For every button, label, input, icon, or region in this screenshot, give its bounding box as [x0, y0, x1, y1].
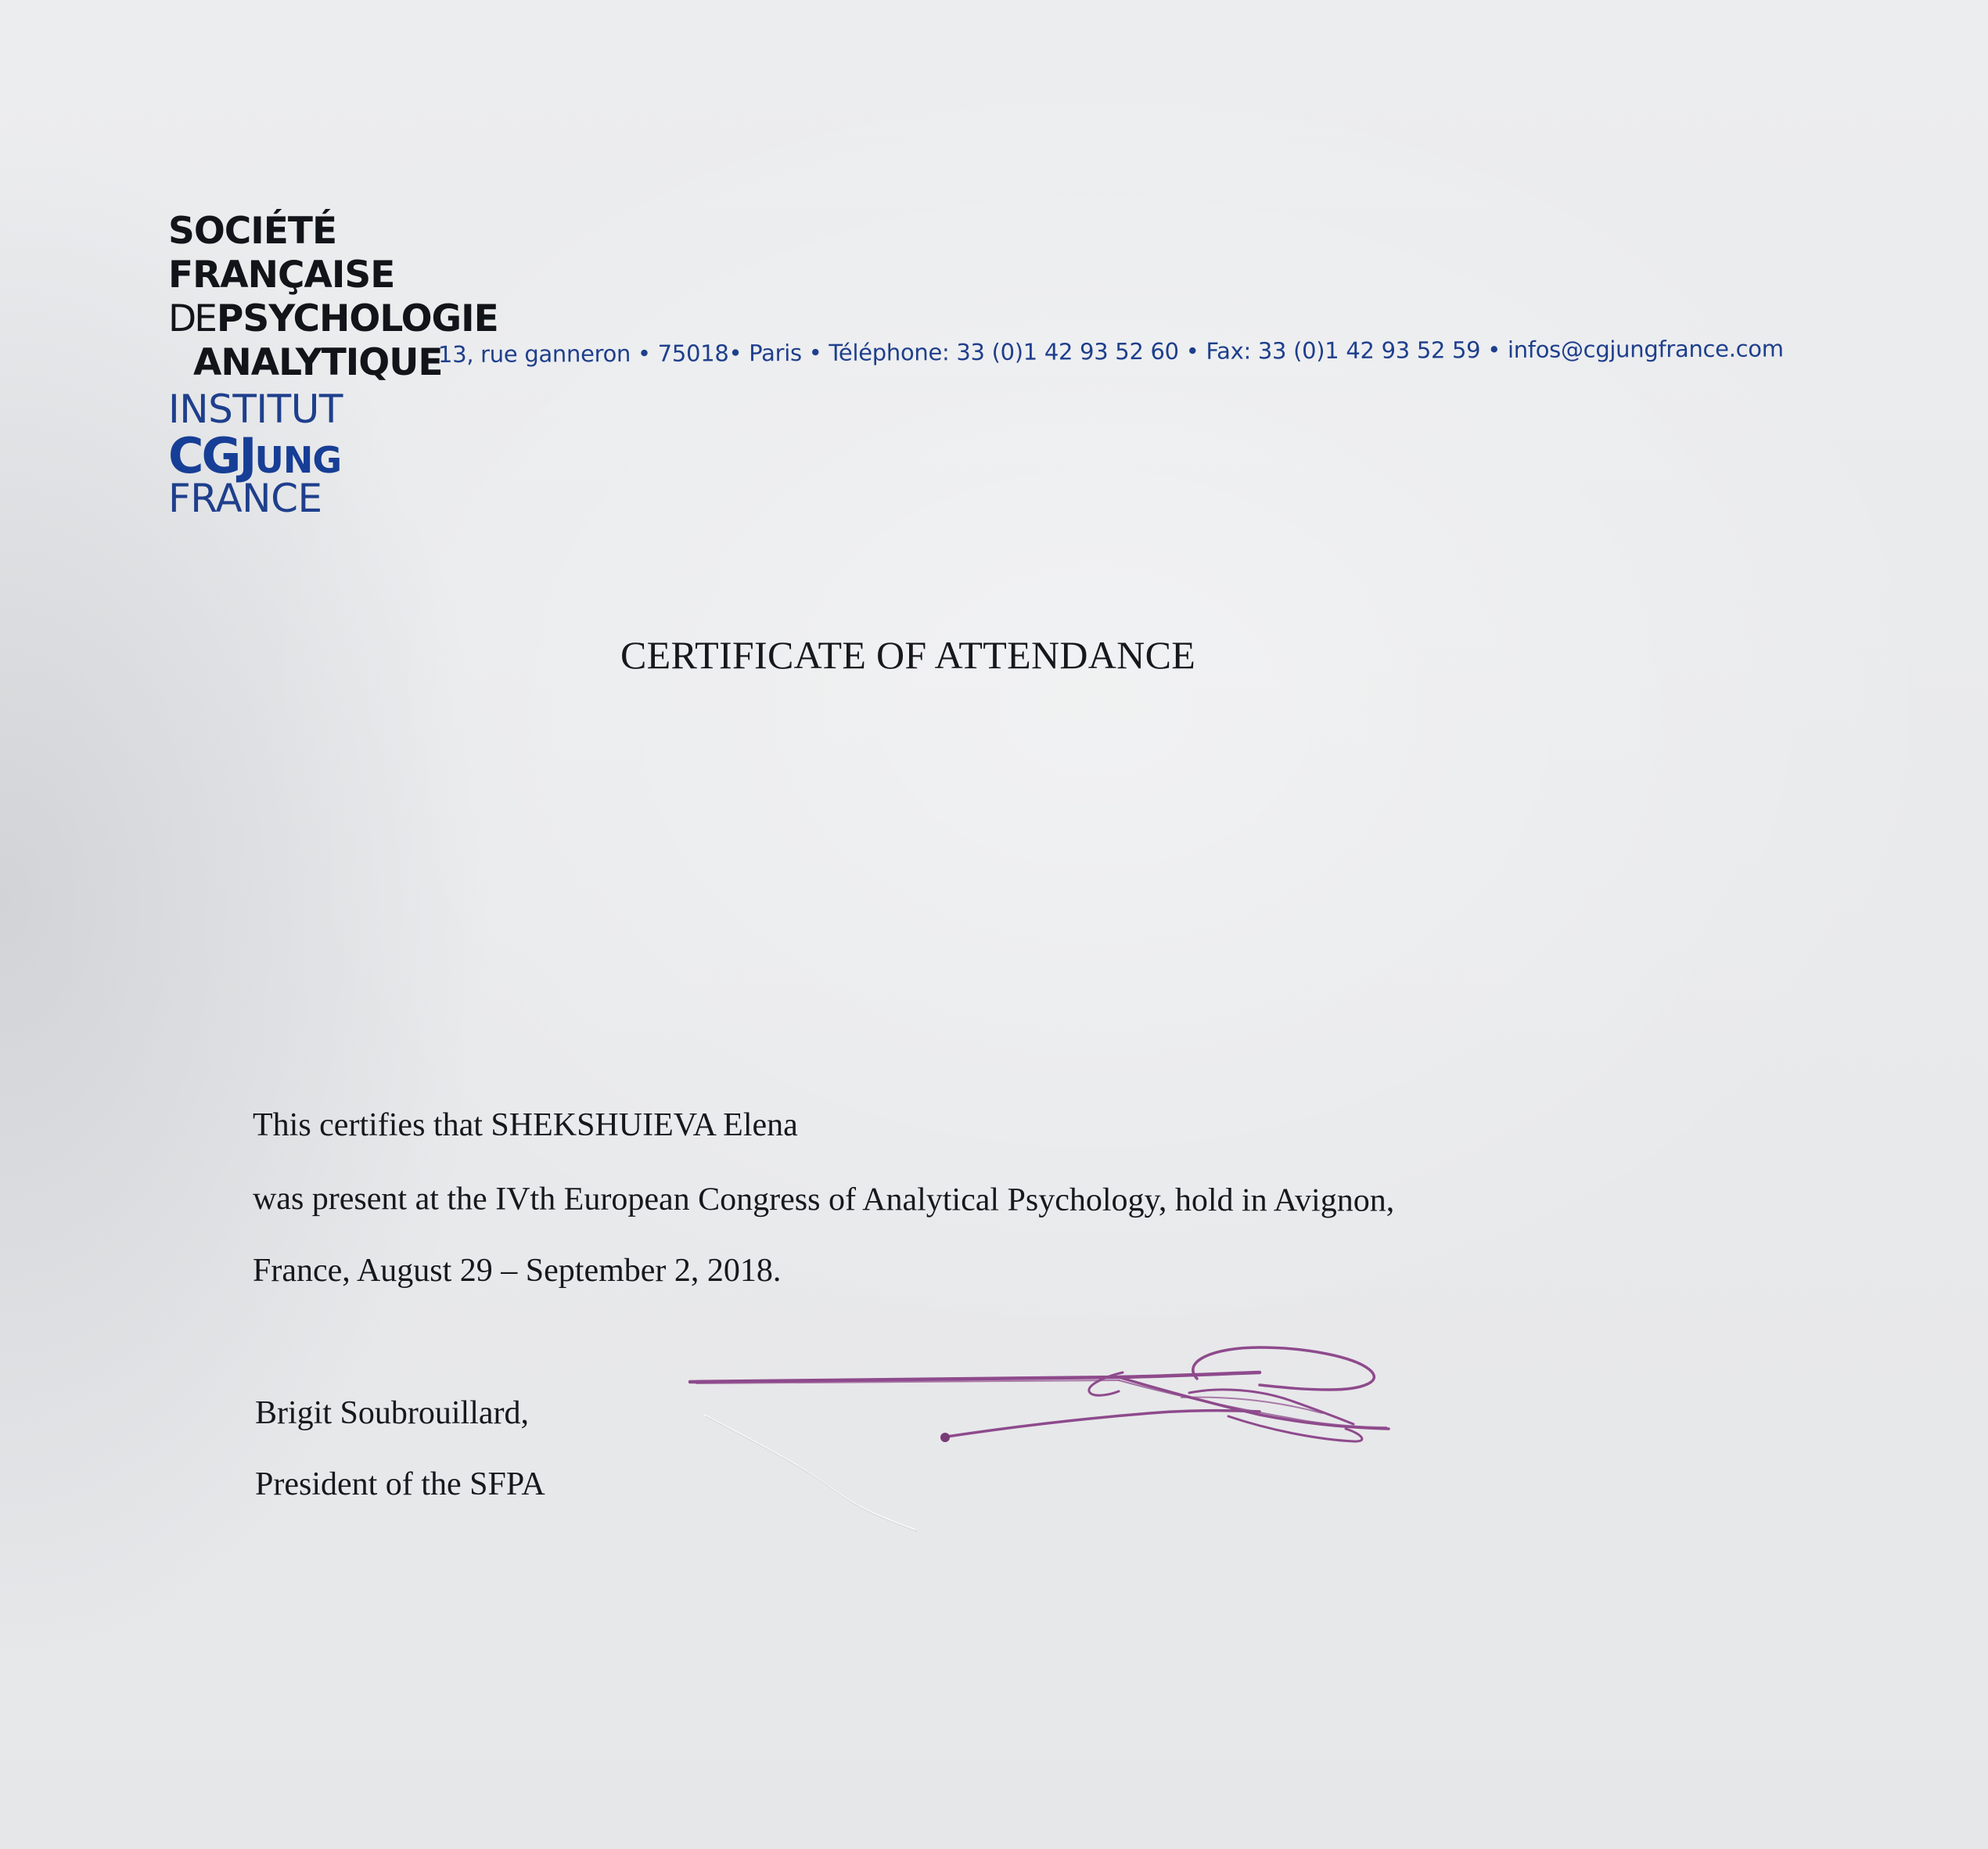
logo-ung: UNG	[254, 439, 342, 481]
logo-de: DE	[168, 297, 215, 340]
logo-cgj: CGJ	[168, 427, 255, 484]
logo-line-francaise: FRANÇAISE	[168, 254, 395, 297]
logo-psychologie: PSYCHOLOGIE	[216, 297, 498, 340]
signature-graphic	[681, 1346, 1408, 1463]
letterhead-address: 13, rue ganneron • 75018• Paris • Téléphone: 33 (0)1 42 93 52 60 • Fax: 33 (0)1 42 93 52 59 • infos@cgjungfrance.com	[437, 335, 1784, 368]
certificate-title: CERTIFICATE OF ATTENDANCE	[620, 633, 1196, 677]
certificate-line-1: This certifies that SHEKSHUIEVA Elena	[253, 1107, 798, 1143]
signatory-name: Brigit Soubrouillard,	[255, 1395, 529, 1431]
logo-line-france: FRANCE	[168, 476, 322, 521]
logo-line-psychologie	[168, 297, 498, 340]
signatory-role: President of the SFPA	[255, 1466, 545, 1502]
logo-line-societe: SOCIÉTÉ	[168, 210, 337, 253]
certificate-line-2: was present at the IVth European Congress of Analytical Psychology, hold in Avignon,	[252, 1181, 1395, 1219]
certificate-line-3: France, August 29 – September 2, 2018.	[253, 1253, 782, 1289]
logo-line-institut: INSTITUT	[168, 387, 343, 432]
logo-line-analytique: ANALYTIQUE	[193, 341, 443, 384]
